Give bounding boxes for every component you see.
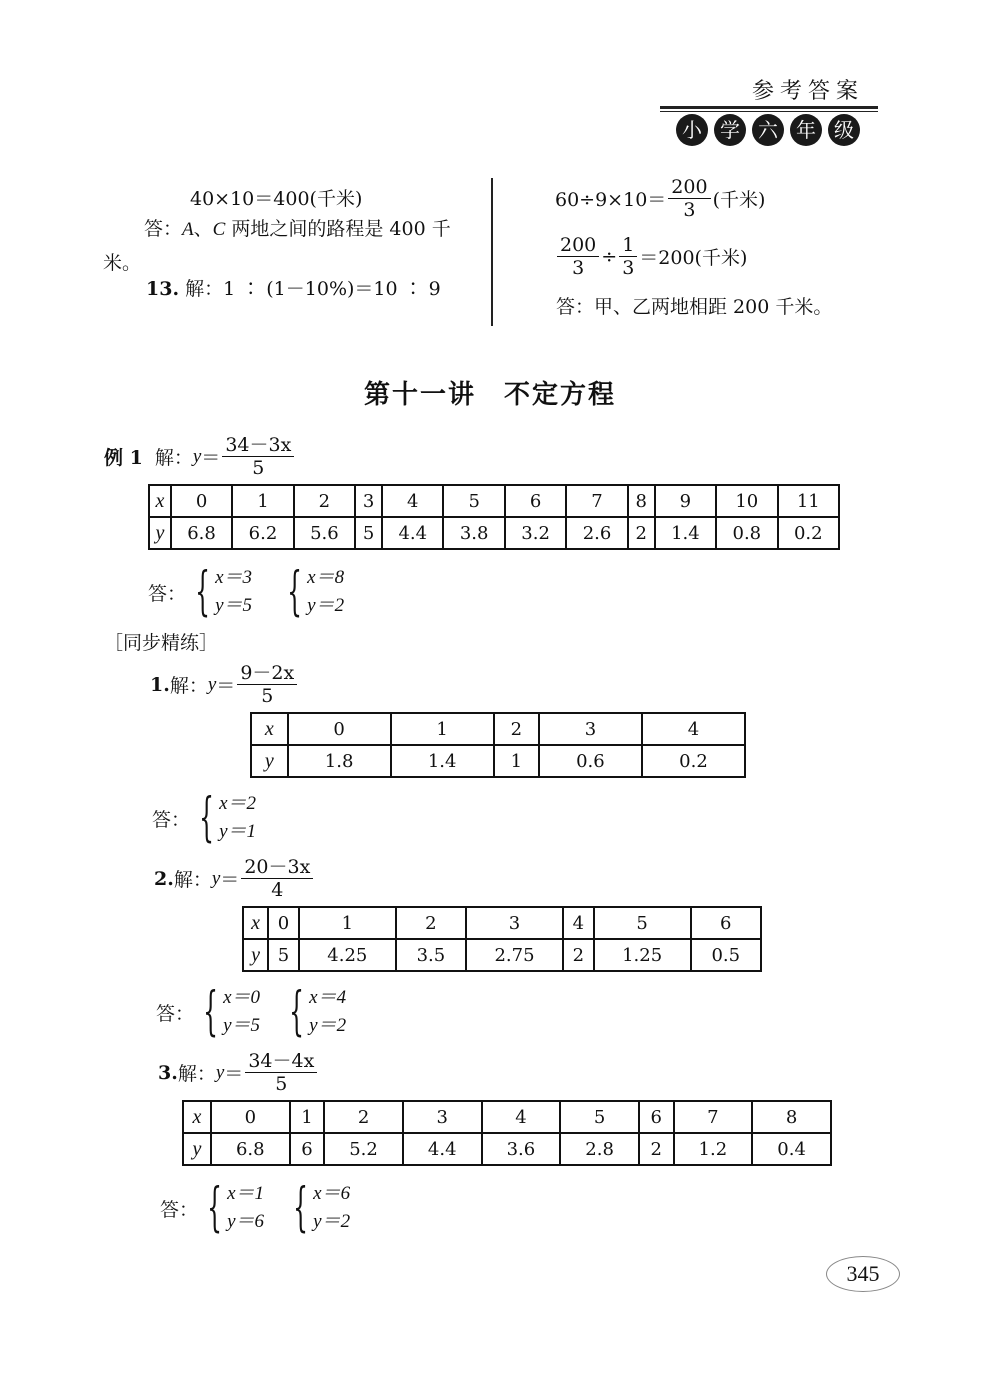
table-cell: 6 <box>639 1101 674 1133</box>
denominator: 3 <box>622 257 635 279</box>
brace-icon: { <box>207 1178 223 1238</box>
solve-prefix: 解： <box>173 869 212 891</box>
table-cell: 2.6 <box>566 517 627 549</box>
solution-brace <box>280 984 346 1040</box>
denominator: 5 <box>261 685 274 707</box>
solution-y: y＝6 <box>227 1211 265 1232</box>
solution-brace <box>190 790 256 846</box>
solution-y: y＝1 <box>219 821 257 842</box>
table-cell: 6 <box>505 485 566 517</box>
equals: ＝ <box>201 447 221 469</box>
numerator: 9－2x <box>237 662 297 685</box>
chapter-title: 第十一讲 不定方程 <box>364 380 617 410</box>
example-1-heading <box>104 434 296 479</box>
problem-1-answer <box>152 790 256 846</box>
table-row-x <box>183 1101 831 1133</box>
table-cell: 1 <box>290 1101 325 1133</box>
equals: ＝ <box>220 869 240 891</box>
table-cell: 2 <box>639 1133 674 1165</box>
denominator: 3 <box>683 199 696 221</box>
problem-3-table <box>182 1100 832 1166</box>
table-cell: 1.4 <box>391 745 494 777</box>
fraction <box>557 234 599 279</box>
solution-x: x＝8 <box>307 567 345 588</box>
table-row-x <box>149 485 839 517</box>
table-header-cell: y <box>251 745 288 777</box>
brace-icon: { <box>203 982 219 1042</box>
table-cell: 0 <box>288 713 391 745</box>
answer-label: 答： <box>156 1002 195 1025</box>
solution-x: x＝3 <box>215 567 253 588</box>
solution-y: y＝5 <box>215 595 253 616</box>
expr-text: 60÷9×10＝ <box>555 189 667 211</box>
numerator: 20－3x <box>241 856 313 879</box>
solution-brace <box>284 1180 350 1236</box>
answer-label: 答： <box>160 1198 199 1221</box>
table-cell: 2.8 <box>560 1133 639 1165</box>
table-cell: 0.8 <box>716 517 777 549</box>
problem-1-heading <box>150 662 299 707</box>
table-cell: 3 <box>355 485 382 517</box>
table-cell: 2 <box>628 517 655 549</box>
numerator: 34－4x <box>245 1050 317 1073</box>
fraction <box>668 176 710 221</box>
table-cell: 0 <box>171 485 232 517</box>
grade-badge <box>676 114 860 146</box>
table-cell: 6.8 <box>171 517 232 549</box>
numerator: 200 <box>557 234 599 257</box>
table-row-x <box>243 907 761 939</box>
table-cell: 1 <box>299 907 396 939</box>
table-cell: 4 <box>382 485 443 517</box>
right-line-3: 答：甲、乙两地相距 200 千米。 <box>556 296 833 318</box>
table-header-cell: y <box>149 517 171 549</box>
right-line-1 <box>555 176 765 221</box>
unit-text: (千米) <box>712 189 766 211</box>
table-cell: 2 <box>563 939 594 971</box>
table-cell: 1.4 <box>655 517 716 549</box>
answer-label: 答： <box>148 582 187 605</box>
var-y: y <box>215 1061 225 1083</box>
left-line-2 <box>144 214 451 241</box>
header-title: 参考答案 <box>752 79 865 104</box>
table-cell: 1.8 <box>288 745 391 777</box>
fraction <box>222 434 294 479</box>
table-cell: 4 <box>482 1101 561 1133</box>
denominator: 5 <box>275 1073 288 1095</box>
fraction <box>237 662 297 707</box>
example-1-table <box>148 484 840 550</box>
solve-prefix: 解： <box>177 1063 216 1085</box>
table-cell: 0.4 <box>752 1133 831 1165</box>
grade-char: 小 <box>676 114 708 146</box>
table-cell: 5 <box>355 517 382 549</box>
left-line-1: 40×10＝400(千米) <box>190 188 363 210</box>
practice-label: ［同步精练］ <box>104 632 219 654</box>
solution-x: x＝2 <box>219 793 257 814</box>
var-a: A <box>182 219 194 240</box>
table-cell: 4.25 <box>299 939 396 971</box>
solution-brace <box>186 564 252 620</box>
table-header-cell: x <box>149 485 171 517</box>
answer-prefix: 答： <box>144 218 183 240</box>
table-row-y <box>243 939 761 971</box>
left-line-3: 米。 <box>103 252 142 274</box>
table-cell: 0.6 <box>539 745 642 777</box>
table-row-y <box>183 1133 831 1165</box>
problem-3-answer <box>160 1180 350 1236</box>
table-cell: 5 <box>268 939 299 971</box>
var-y: y <box>207 673 217 695</box>
problem-2-answer <box>156 984 346 1040</box>
grade-char: 年 <box>790 114 822 146</box>
numerator: 200 <box>668 176 710 199</box>
solution-brace <box>194 984 260 1040</box>
var-c: C <box>212 219 226 240</box>
table-cell: 3 <box>539 713 642 745</box>
problem-number: 1. <box>150 673 170 696</box>
table-cell: 5 <box>443 485 504 517</box>
table-cell: 11 <box>778 485 839 517</box>
table-cell: 5.2 <box>324 1133 403 1165</box>
page-number: 345 <box>826 1256 900 1292</box>
solve-prefix: 解： <box>169 675 208 697</box>
table-cell: 5 <box>594 907 691 939</box>
table-cell: 3.5 <box>396 939 466 971</box>
grade-char: 级 <box>828 114 860 146</box>
table-cell: 1 <box>494 745 539 777</box>
solution-x: x＝6 <box>313 1183 351 1204</box>
denominator: 5 <box>252 457 265 479</box>
q13 <box>146 274 441 301</box>
solve-prefix: 解： <box>154 447 193 469</box>
table-cell: 6 <box>691 907 761 939</box>
table-cell: 2 <box>324 1101 403 1133</box>
solution-brace <box>198 1180 264 1236</box>
table-cell: 1 <box>391 713 494 745</box>
grade-char: 六 <box>752 114 784 146</box>
solution-brace <box>278 564 344 620</box>
grade-char: 学 <box>714 114 746 146</box>
fraction <box>241 856 313 901</box>
denominator: 4 <box>271 879 284 901</box>
table-cell: 4 <box>563 907 594 939</box>
solution-x: x＝1 <box>227 1183 265 1204</box>
table-cell: 2 <box>396 907 466 939</box>
brace-icon: { <box>293 1178 309 1238</box>
problem-1-table <box>250 712 746 778</box>
table-cell: 4.4 <box>382 517 443 549</box>
table-cell: 5.6 <box>294 517 355 549</box>
example-1-answer <box>148 564 344 620</box>
q13-number: 13. <box>146 278 180 300</box>
table-cell: 9 <box>655 485 716 517</box>
table-cell: 4 <box>642 713 745 745</box>
problem-number: 2. <box>154 867 174 890</box>
table-cell: 3.2 <box>505 517 566 549</box>
table-cell: 3 <box>466 907 563 939</box>
result-text: ＝200(千米) <box>639 247 748 269</box>
column-divider <box>491 178 493 326</box>
header-rule-thin <box>660 111 878 112</box>
table-cell: 4.4 <box>403 1133 482 1165</box>
solution-y: y＝2 <box>309 1015 347 1036</box>
fraction <box>245 1050 317 1095</box>
brace-icon: { <box>289 982 305 1042</box>
table-cell: 3.6 <box>482 1133 561 1165</box>
table-cell: 0.2 <box>778 517 839 549</box>
table-header-cell: x <box>183 1101 211 1133</box>
table-header-cell: y <box>183 1133 211 1165</box>
table-header-cell: y <box>243 939 268 971</box>
table-cell: 0 <box>268 907 299 939</box>
answer-label: 答： <box>152 808 191 831</box>
solution-y: y＝5 <box>223 1015 261 1036</box>
table-cell: 8 <box>628 485 655 517</box>
table-cell: 1.25 <box>594 939 691 971</box>
table-cell: 0.5 <box>691 939 761 971</box>
table-row-y <box>251 745 745 777</box>
equals: ＝ <box>224 1063 244 1085</box>
table-row-y <box>149 517 839 549</box>
table-cell: 6.2 <box>232 517 293 549</box>
table-cell: 0.2 <box>642 745 745 777</box>
table-cell: 10 <box>716 485 777 517</box>
problem-number: 3. <box>158 1061 178 1084</box>
answer-text: 两地之间的路程是 400 千 <box>225 218 451 240</box>
denominator: 3 <box>572 257 585 279</box>
equals: ＝ <box>216 675 236 697</box>
solution-y: y＝2 <box>307 595 345 616</box>
table-cell: 7 <box>674 1101 753 1133</box>
numerator: 34－3x <box>222 434 294 457</box>
solution-x: x＝0 <box>223 987 261 1008</box>
header-rule <box>660 106 878 109</box>
table-cell: 5 <box>560 1101 639 1133</box>
table-cell: 8 <box>752 1101 831 1133</box>
q13-text: 解：1 ∶ (1－10%)＝10 ∶ 9 <box>179 278 441 300</box>
table-cell: 2 <box>294 485 355 517</box>
table-header-cell: x <box>243 907 268 939</box>
problem-2-table <box>242 906 762 972</box>
solution-y: y＝2 <box>313 1211 351 1232</box>
right-line-2 <box>555 234 747 279</box>
divide-sign: ÷ <box>601 245 618 268</box>
table-cell: 6 <box>290 1133 325 1165</box>
sep: 、 <box>193 218 213 240</box>
table-cell: 7 <box>566 485 627 517</box>
var-y: y <box>211 867 221 889</box>
table-cell: 2 <box>494 713 539 745</box>
table-cell: 3 <box>403 1101 482 1133</box>
table-header-cell: x <box>251 713 288 745</box>
table-row-x <box>251 713 745 745</box>
problem-2-heading <box>154 856 315 901</box>
table-cell: 6.8 <box>211 1133 290 1165</box>
table-cell: 1.2 <box>674 1133 753 1165</box>
example-label: 例 1 <box>104 447 143 469</box>
var-y: y <box>192 445 202 467</box>
problem-3-heading <box>158 1050 319 1095</box>
fraction <box>619 234 637 279</box>
table-cell: 1 <box>232 485 293 517</box>
table-cell: 2.75 <box>466 939 563 971</box>
brace-icon: { <box>287 562 303 622</box>
solution-x: x＝4 <box>309 987 347 1008</box>
numerator: 1 <box>619 234 637 257</box>
brace-icon: { <box>199 788 215 848</box>
table-cell: 3.8 <box>443 517 504 549</box>
brace-icon: { <box>195 562 211 622</box>
table-cell: 0 <box>211 1101 290 1133</box>
